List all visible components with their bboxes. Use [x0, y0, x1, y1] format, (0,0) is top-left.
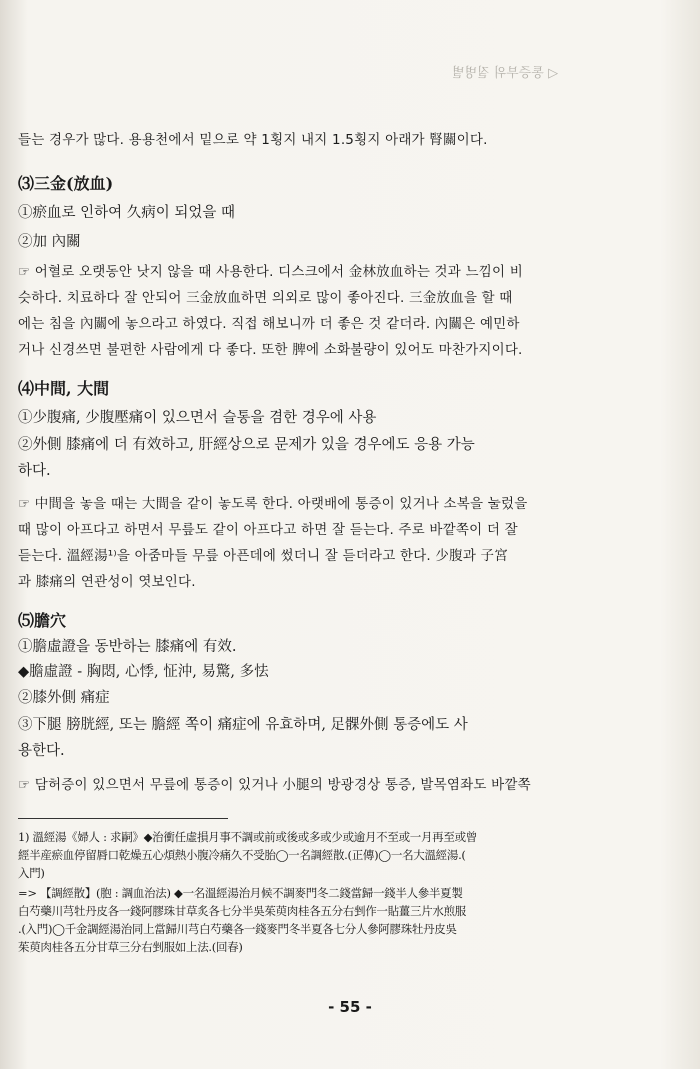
footnote-line: 經半産瘀血停留脣口乾燥五心煩熱小腹冷痛久不受胎◯一名調經散.(正傳)◯一名大溫經湯.( [18, 848, 466, 862]
list-item: ①膽虛證을 동반하는 膝痛에 有效. [18, 639, 237, 655]
section-title: ⑶三金(放血) [18, 174, 114, 193]
note-line: ☞ 中間을 놓을 때는 大間을 같이 놓도록 한다. 아랫배에 통증이 있거나 소복을 눌렀을 [18, 496, 528, 512]
footnote-line: 入門) [18, 866, 45, 880]
footnote-line: 茱萸肉桂各五分甘草三分右剉服如上法.(回春) [18, 940, 243, 954]
footnote-line: 1) 溫經湯《婦人 : 求嗣》◆治衝任虛損月事不調或前或後或多或少或逾月不至或一月再至或曾 [18, 830, 477, 844]
list-item: ②膝外側 痛症 [18, 690, 110, 706]
list-item: ②外側 膝痛에 더 有效하고, 肝經상으로 문제가 있을 경우에도 응용 가능 [18, 437, 475, 453]
section-title: ⑷中間, 大間 [18, 379, 110, 398]
list-item: ③下腿 膀胱經, 또는 膽經 쪽이 痛症에 유효하며, 足髁外側 통증에도 사 [18, 717, 468, 733]
note-line: 때 많이 아프다고 하면서 무릎도 같이 아프다고 하면 잘 듣는다. 주로 바깥쪽이 더 잘 [18, 522, 518, 538]
bleed-through-header: ◁ 통증부위 질병별 [452, 66, 559, 81]
note-line: ☞ 어혈로 오랫동안 낫지 않을 때 사용한다. 디스크에서 金林放血하는 것과 느낌이 비 [18, 264, 523, 280]
section-title: ⑸膽穴 [18, 611, 67, 630]
note-line: 거나 신경쓰면 불편한 사람에게 다 좋다. 또한 脾에 소화불량이 있어도 마찬가지이다. [18, 342, 523, 358]
note-line: 슷하다. 치료하다 잘 안되어 三金放血하면 의외로 많이 좋아진다. 三金放血을 할 때 [18, 290, 513, 306]
page-number: - 55 - [328, 998, 372, 1016]
note-line: 듣는다. 溫經湯¹⁾을 아줌마들 무릎 아픈데에 썼더니 잘 듣더라고 한다. 少腹과 子宮 [18, 548, 508, 564]
list-item: ◆膽虛證 - 胸悶, 心悸, 怔沖, 易驚, 多怯 [18, 664, 269, 680]
list-item: 하다. [18, 463, 51, 479]
footnote-divider [18, 818, 228, 819]
note-line: ☞ 담허증이 있으면서 무릎에 통증이 있거나 小腿의 방광경상 통증, 발목염좌도 바깥쪽 [18, 777, 531, 793]
note-line: 과 膝痛의 연관성이 엿보인다. [18, 574, 196, 590]
note-line: 에는 침을 內關에 놓으라고 하였다. 직접 해보니까 더 좋은 것 같더라. 內關은 예민하 [18, 316, 520, 332]
intro-paragraph: 들는 경우가 많다. 용용천에서 밑으로 약 1횡지 내지 1.5횡지 아래가 腎關이다. [18, 132, 488, 148]
footnote-line: 白芍藥川芎牡丹皮各一錢阿膠珠甘草炙各七分半吳茱萸肉桂各五分右剉作一貼薑三片水煎服 [18, 904, 466, 918]
list-item: 용한다. [18, 743, 65, 759]
list-item: ①少腹痛, 少腹壓痛이 있으면서 슬통을 겸한 경우에 사용 [18, 410, 377, 426]
list-item: ②加 內關 [18, 234, 81, 250]
footnote-line: => 【調經散】(胞 : 調血治法) ◆一名溫經湯治月候不調麥門冬二錢當歸一錢半人參半夏製 [18, 886, 463, 900]
footnote-line: .(入門)◯千金調經湯治同上當歸川芎白芍藥各一錢麥門冬半夏各七分人參阿膠珠牡丹皮吳 [18, 922, 457, 936]
list-item: ①瘀血로 인하여 久病이 되었을 때 [18, 205, 235, 221]
